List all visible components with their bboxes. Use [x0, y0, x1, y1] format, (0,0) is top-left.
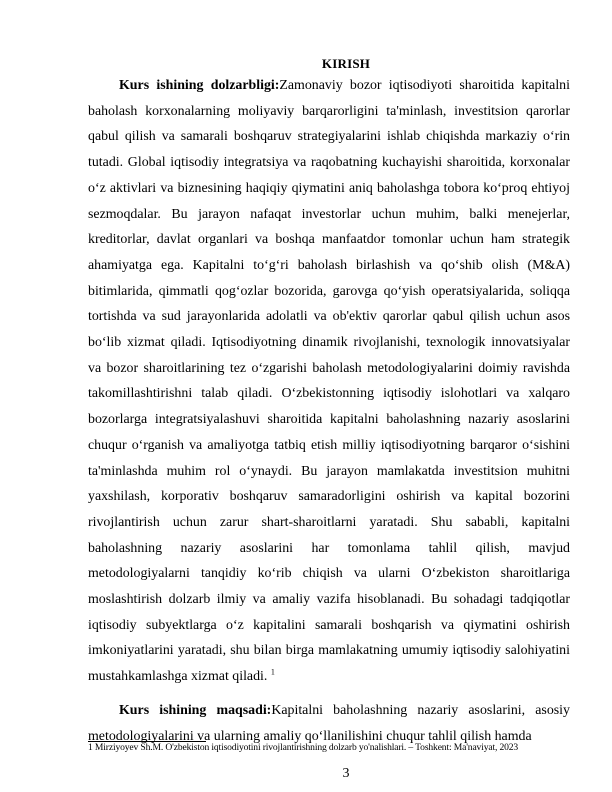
- footnote-text: 1 Mirziyoyev Sh.M. O'zbekiston iqtisodiyotini rivojlantirishning dolzarb yo'nalishlari. – Toshkent: Ma'naviyat, 2023: [88, 742, 519, 753]
- footnote-reference[interactable]: 1: [270, 667, 275, 677]
- page-number: 3: [342, 766, 350, 781]
- section-heading: KIRISH: [321, 56, 371, 71]
- relevance-lead: Kurs ishining dolzarbligi:: [119, 78, 280, 93]
- relevance-paragraph: [88, 73, 570, 690]
- goal-text: Kapitalni baholashning nazariy asoslarini, asosiy metodologiyalarini va ularning amaliy qo‘llanilishini chuqur tahlil qilish hamda: [88, 703, 570, 744]
- relevance-text: Zamonaviy bozor iqtisodiyoti sharoitida kapitalni baholash korxonalarning moliyaviy barqarorligini ta'minlash, investitsion qarorlar qabul qilish va samarali boshqaruv strategiyalarini ishlab chiqishda markaziy o‘rin tutadi. Global iqtisodiy integratsiya va raqobatning kuchayishi sharoitida, korxonalar o‘z aktivlari va biznesining haqiqiy qiymatini aniq baholashga tobora ko‘proq ehtiyoj sezmoqdalar. Bu jarayon nafaqat investorlar uchun muhim, balki menejerlar, kreditorlar, davlat organlari va boshqa manfaatdor tomonlar uchun ham strategik ahamiyatga ega. Kapitalni to‘g‘ri baholash birlashish va qo‘shib olish (M&A) bitimlarida, qimmatli qog‘ozlar bozorida, garovga qo‘yish operatsiyalarida, soliqqa tortishda va sud jarayonlarida adolatli va ob'ektiv qarorlar qabul qilish uchun asos bo‘lib xizmat qiladi. Iqtisodiyotning dinamik rivojlanishi, texnologik innovatsiyalar va bozor sharoitlarining tez o‘zgarishi baholash metodologiyalarini doimiy ravishda takomillashtirishni talab qiladi. O‘zbekistonning iqtisodiy islohotlari va xalqaro bozorlarga integratsiyalashuvi sharoitida kapitalni baholashning nazariy asoslarini chuqur o‘rganish va amaliyotga tatbiq etish milliy iqtisodiyotning barqaror o‘sishini ta'minlashda muhim rol o‘ynaydi. Bu jarayon mamlakatda investitsion muhitni yaxshilash, korporativ boshqaruv samaradorligini oshirish va kapital bozorini rivojlantirish uchun zarur shart-sharoitlarni yaratadi. Shu sababli, kapitalni baholashning nazariy asoslarini har tomonlama tahlil qilish, mavjud metodologiyalarni tanqidiy ko‘rib chiqish va ularni O‘zbekiston sharoitlariga moslashtirish dolzarb ilmiy va amaliy vazifa hisoblanadi. Bu sohadagi tadqiqotlar iqtisodiy subyektlarga o‘z kapitalini samarali boshqarish va qiymatini oshirish imkoniyatlarini yaratadi, shu bilan birga mamlakatning umumiy iqtisodiy salohiyatini mustahkamlashga xizmat qiladi.: [88, 78, 570, 685]
- goal-lead: Kurs ishining maqsadi:: [119, 703, 272, 718]
